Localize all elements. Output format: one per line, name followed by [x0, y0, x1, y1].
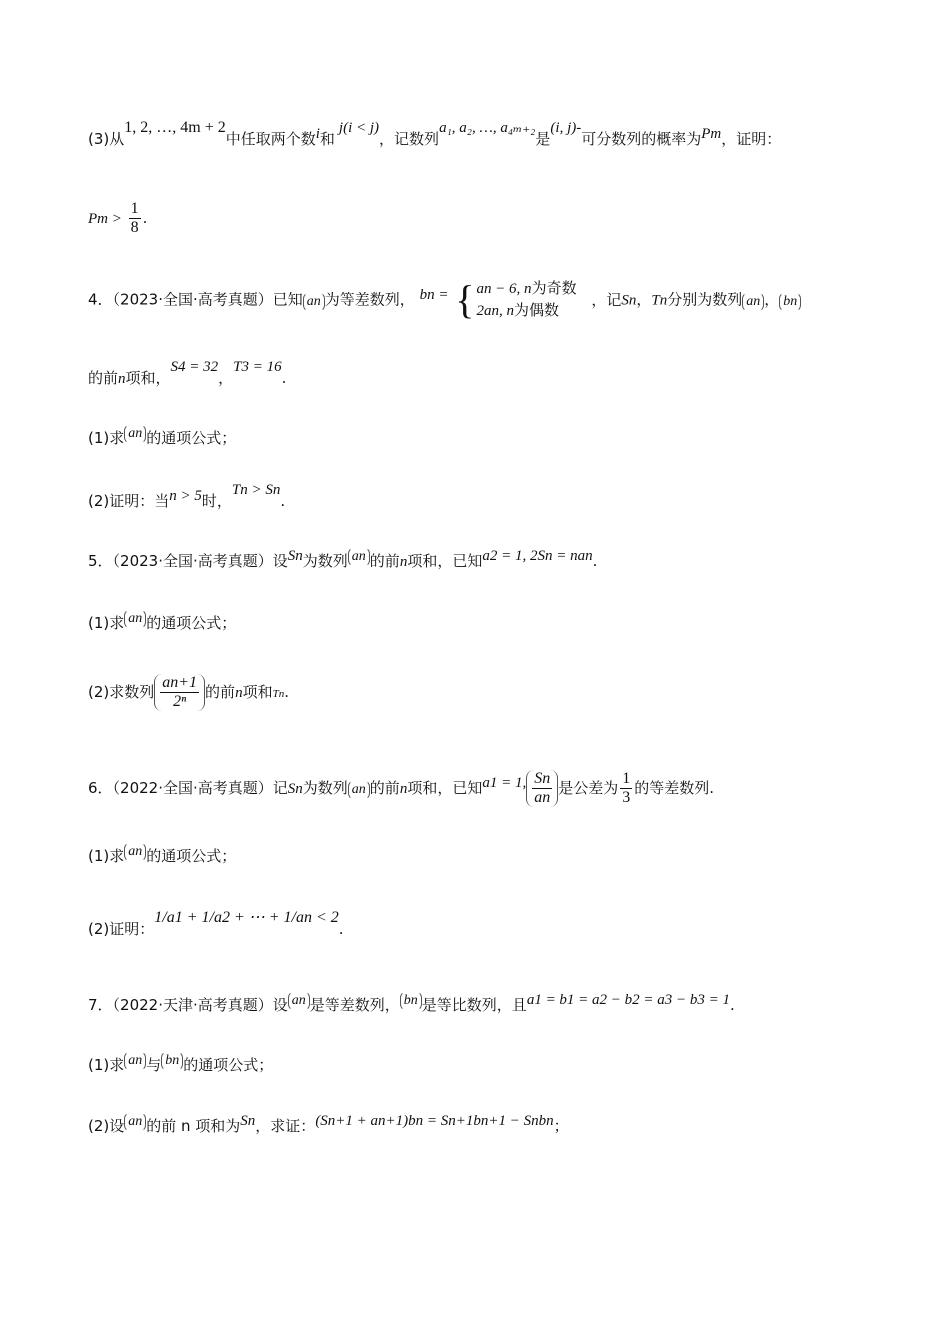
q6-part2: (2)证明：1/a1 + 1/a2 + ⋯ + 1/an < 2. — [88, 909, 344, 938]
set-expression: 1, 2, …, 4m + 2 — [124, 119, 226, 136]
q5-part2: (2)求数列 $\frac{an+1}{\text{2ⁿ}}$ 的前n项和Tn. — [88, 674, 289, 710]
q4-part1: (1)求 an 的通项公式； — [88, 426, 237, 447]
sum-identity: (Sn+1 + an+1)bn = Sn+1bn+1 − Snbn — [315, 1113, 554, 1129]
q4-part2: (2)证明：当n > 5时，Tn > Sn. — [88, 482, 286, 510]
q5-part1: (1)求 an 的通项公式； — [88, 611, 237, 632]
q4-stem-line1: 4．（2023·全国·高考真题）已知 an 为等差数列， bn = { an − 6, n为奇数 2an, n为偶数 ，记Sn，Tn分别为数列 an ， bn — [88, 278, 890, 322]
fraction-one-eighth: $\frac{1}{8}$ — [130, 200, 139, 236]
q7-part1: (1)求 an 与 bn 的通项公式； — [88, 1053, 274, 1074]
q7-stem: 7．（2022·天津·高考真题）设 an 是等差数列， bn 是等比数列，且a1 = b1 = a2 − b2 = a3 − b3 = 1. — [88, 992, 735, 1014]
q5-stem: 5．（2023·全国·高考真题）设Sn为数列 an 的前n项和，已知a2 = 1, 2Sn = nan. — [88, 548, 598, 570]
q6-stem: 6．（2022·全国·高考真题）记Sn为数列 an 的前n项和，已知a1 = 1, $\frac{Sn}{an}$ 是公差为 $\frac{1}{3}$ 的等差数列. — [88, 770, 714, 806]
piecewise-bn: { an − 6, n为奇数 2an, n为偶数 — [455, 277, 577, 322]
q3-part3-line1: (3)从1, 2, …, 4m + 2中任取两个数i和j(i < j)，记数列a₁, a₂, …, a₄ₘ₊₂是(i, j)-可分数列的概率为Pm，证明： — [88, 119, 782, 148]
harmonic-inequality: 1/a1 + 1/a2 + ⋯ + 1/an < 2 — [154, 909, 339, 926]
q6-part1: (1)求 an 的通项公式； — [88, 844, 237, 865]
sequence-braces: $\frac{an+1}{\text{2ⁿ}}$ — [154, 674, 205, 711]
q3-part3-line2: Pm > $\frac{1}{8}$ . — [88, 200, 148, 236]
q4-stem-line2: 的前n项和，S4 = 32，T3 = 16. — [88, 359, 287, 387]
ratio-braces: $\frac{Sn}{an}$ — [526, 770, 558, 807]
q7-part2: (2)设 an 的前 n 项和为Sn，求证：(Sn+1 + an+1)bn = Sn+1bn+1 − Snbn； — [88, 1113, 569, 1135]
